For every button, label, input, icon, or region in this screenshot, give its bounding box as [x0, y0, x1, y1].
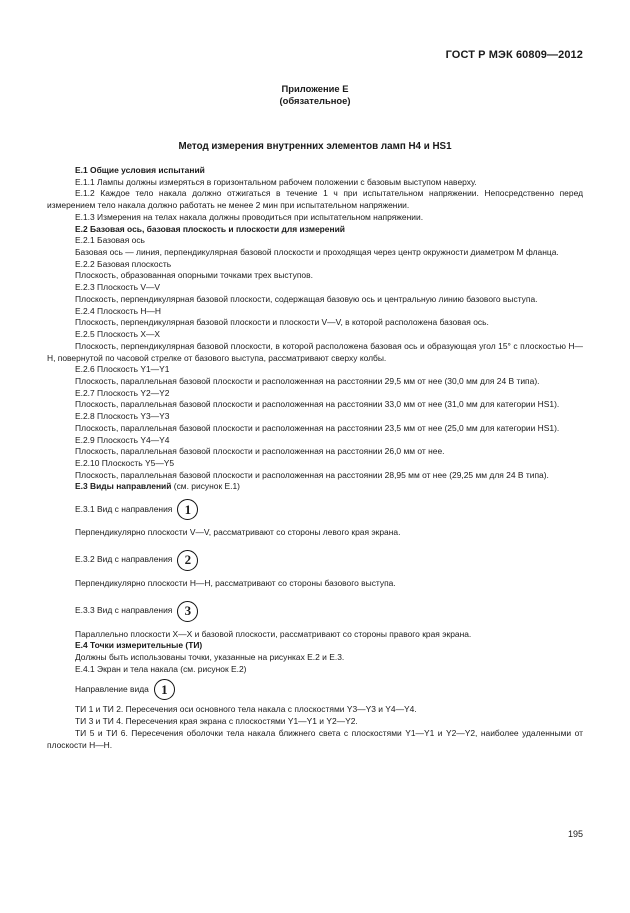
- paragraph: Е.2.7 Плоскость Y2—Y2: [75, 387, 170, 398]
- paragraph: Е.2.8 Плоскость Y3—Y3: [75, 411, 170, 422]
- paragraph: Плоскость, параллельная базовой плоскости и расположенная на расстоянии 33,0 мм от нее (31,0 мм для категории HS1).: [75, 399, 560, 410]
- paragraph: Е.2.3 Плоскость V—V: [75, 282, 161, 293]
- page-number: 195: [567, 829, 583, 839]
- paragraph: Е.2.4 Плоскость Н—Н: [75, 305, 161, 316]
- e4-heading: Е.4 Точки измерительные (ТИ): [75, 640, 203, 651]
- ti-1-2: ТИ 1 и ТИ 2. Пересечения оси основного тела накала с плоскостями Y3—Y3 и Y4—Y4.: [75, 704, 417, 715]
- paragraph: Е.2.5 Плоскость X—X: [75, 329, 161, 340]
- paragraph: Е.1.1 Лампы должны измеряться в горизонтальном рабочем положении с базовым выступом наверху.: [75, 176, 477, 187]
- paragraph: Е.2.10 Плоскость Y5—Y5: [75, 457, 175, 468]
- paragraph: Плоскость, параллельная базовой плоскости и расположенная на расстоянии 28,95 мм от нее (29,25 мм для 24 В типа).: [75, 469, 549, 480]
- e3-heading: Е.3 Виды направлений: [75, 481, 172, 492]
- view-1-label: Е.3.1 Вид с направления: [75, 503, 173, 514]
- view-1-circle-icon: 1: [177, 499, 198, 520]
- paragraph: Е.1.3 Измерения на телах накала должны проводиться при испытательном напряжении.: [75, 211, 424, 222]
- paragraph: Плоскость, параллельная базовой плоскости и расположенная на расстоянии 29,5 мм от нее (30,0 мм для 24 В типа).: [75, 375, 540, 386]
- view-3: [47, 598, 583, 625]
- view-2: [47, 547, 583, 574]
- paragraph: Плоскость, перпендикулярная базовой плоскости, в которой расположена базовая ось и образующая угол 15° с плоскостью Н—Н, повернутой по часовой стрелке от базового выступа, рассматривают сверху колбы.: [47, 340, 583, 363]
- e3-ref: (см. рисунок Е.1): [171, 481, 240, 492]
- section-heading: Е.2 Базовая ось, базовая плоскость и плоскости для измерений: [75, 223, 345, 234]
- view-2-label: Е.3.2 Вид с направления: [75, 554, 173, 565]
- view-3-label: Е.3.3 Вид с направления: [75, 605, 173, 616]
- paragraph: Е.2.2 Базовая плоскость: [75, 258, 172, 269]
- ti-5-6: ТИ 5 и ТИ 6. Пересечения оболочки тела накала ближнего света с плоскостями Y1—Y1 и Y2—Y2, наиболее удаленными от плоскости Н—Н.: [47, 727, 583, 750]
- view-1: [47, 496, 583, 523]
- paragraph: Плоскость, перпендикулярная базовой плоскости, содержащая базовую ось и центральную линию базового выступа.: [75, 293, 538, 304]
- direction-view: [47, 675, 583, 704]
- document-body: [47, 165, 583, 751]
- appendix-title: Приложение Е: [281, 83, 349, 94]
- paragraph: Е.2.1 Базовая ось: [75, 235, 145, 246]
- direction-circle-icon: 1: [154, 679, 175, 700]
- paragraph: Плоскость, параллельная базовой плоскости и расположенная на расстоянии 23,5 мм от нее (25,0 мм для категории HS1).: [75, 422, 560, 433]
- e3-heading-line: [47, 481, 583, 493]
- paragraph: Базовая ось — линия, перпендикулярная базовой плоскости и проходящая через центр окружности диаметром М фланца.: [75, 247, 559, 258]
- section-title: Метод измерения внутренних элементов ламп Н4 и HS1: [178, 141, 452, 152]
- e4-p1: Должны быть использованы точки, указанные на рисунках Е.2 и Е.3.: [75, 652, 345, 662]
- direction-label: Направление вида: [75, 684, 149, 695]
- view-2-text: Перпендикулярно плоскости Н—Н, рассматривают со стороны базового выступа.: [75, 577, 396, 588]
- section-heading: Е.1 Общие условия испытаний: [75, 165, 205, 175]
- paragraph: Плоскость, параллельная базовой плоскости и расположенная на расстоянии 26,0 мм от нее.: [75, 446, 445, 457]
- standard-header: ГОСТ Р МЭК 60809—2012: [445, 49, 583, 61]
- paragraph: Плоскость, перпендикулярная базовой плоскости и плоскости V—V, в которой расположена базовая ось.: [75, 317, 489, 328]
- view-3-text: Параллельно плоскости X—X и базовой плоскости, рассматривают со стороны правого края экрана.: [75, 628, 472, 639]
- paragraph: Е.2.6 Плоскость Y1—Y1: [75, 364, 170, 375]
- view-1-text: Перпендикулярно плоскости V—V, рассматривают со стороны левого края экрана.: [75, 527, 401, 538]
- paragraph: Плоскость, образованная опорными точками трех выступов.: [75, 270, 313, 281]
- text-blocks: [47, 165, 583, 481]
- ti-3-4: ТИ 3 и ТИ 4. Пересечения края экрана с плоскостями Y1—Y1 и Y2—Y2.: [75, 716, 358, 727]
- paragraph: Е.2.9 Плоскость Y4—Y4: [75, 434, 170, 445]
- view-3-circle-icon: 3: [177, 601, 198, 622]
- appendix-subtitle: (обязательное): [279, 95, 351, 106]
- e4-p2: Е.4.1 Экран и тела накала (см. рисунок Е.2): [75, 663, 247, 674]
- paragraph: Е.1.2 Каждое тело накала должно отжигаться в течение 1 ч при испытательном напряжении. Непосредственно перед измерением тело накала должно работать не менее 2 мин при испытательном напряжении.: [47, 188, 583, 211]
- view-2-circle-icon: 2: [177, 550, 198, 571]
